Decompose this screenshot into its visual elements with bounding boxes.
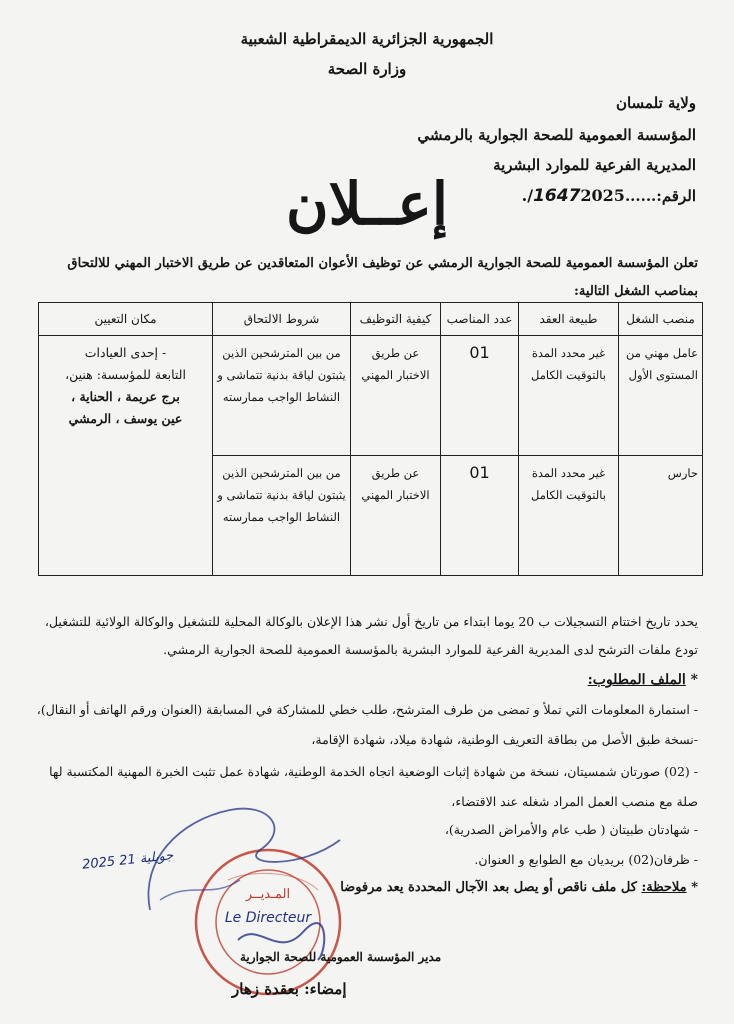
- place-line-4: عين يوسف ، الرمشي: [68, 411, 183, 426]
- place-line-3: برج عريمة ، الحناية ،: [71, 389, 180, 404]
- stamp-date: 2025 جويلية 21: [81, 848, 175, 873]
- cell-method: عن طريق الاختبار المهني: [351, 336, 441, 456]
- stamp-title: المـديــر: [245, 887, 291, 902]
- place-line-2: التابعة للمؤسسة: هنين،: [65, 367, 186, 382]
- signature-role: مدير المؤسسة العمومية للصحة الجوارية: [240, 950, 442, 964]
- dossier-heading: [588, 672, 698, 688]
- ref-dots: ......: [624, 187, 657, 205]
- list-item: صلة مع منصب العمل المراد شغله عند الاقتضاء،: [451, 794, 698, 809]
- intro-line-2: بمناصب الشغل التالية:: [573, 284, 698, 299]
- list-item: - ظرفان(02) بريديان مع الطوابع و العنوان.: [474, 852, 698, 867]
- announcement-title: إعــلان: [286, 170, 448, 238]
- note-text: كل ملف ناقص أو يصل بعد الآجال المحددة يعد مرفوضا: [340, 880, 637, 895]
- ministry-heading: وزارة الصحة: [327, 60, 407, 78]
- signature-footer: إمضاء: بعقدة زهار: [232, 980, 347, 998]
- dossier-star: *: [690, 672, 698, 688]
- ref-label: الرقم:: [656, 187, 696, 205]
- cell-contract: غير محدد المدة بالتوقيت الكامل: [519, 456, 619, 576]
- dossier-label: الملف المطلوب:: [587, 672, 686, 688]
- place-line-1: - إحدى العيادات: [84, 345, 167, 360]
- note-line: [340, 880, 698, 895]
- header-method: كيفية التوظيف: [351, 303, 441, 336]
- ref-handwritten: 1647: [533, 186, 581, 206]
- note-label: ملاحظة:: [641, 880, 687, 895]
- ref-year: 2025/.: [521, 186, 625, 205]
- header-count: عدد المناصب: [441, 303, 519, 336]
- stamp-text: Le Directeur: [224, 910, 312, 926]
- republic-heading: الجمهورية الجزائرية الديمقراطية الشعبية: [240, 30, 494, 48]
- cell-post: عامل مهني من المستوى الأول: [619, 336, 703, 456]
- header-conditions: شروط الالتحاق: [213, 303, 351, 336]
- cell-count: 01: [441, 336, 519, 456]
- list-item: - شهادتان طبيتان ( طب عام والأمراض الصدرية)،: [444, 822, 698, 837]
- cell-conditions: من بين المترشحين الذين يثبتون لياقة بدنية تتماشى و النشاط الواجب ممارسته: [213, 336, 351, 456]
- wilaya-line: ولاية تلمسان: [615, 94, 696, 112]
- signature-scribble-icon: [120, 780, 370, 920]
- cell-post: حارس: [619, 456, 703, 576]
- cell-place: [39, 336, 213, 576]
- table-header-row: [39, 303, 703, 336]
- header-place: مكان التعيين: [39, 303, 213, 336]
- positions-table: [38, 302, 703, 576]
- intro-line-1: تعلن المؤسسة العمومية للصحة الجوارية الرمشي عن توظيف الأعوان المتعاقدين عن طريق الاختبار المهني للالتحاق: [67, 256, 698, 271]
- deposit-text: تودع ملفات الترشح لدى المديرية الفرعية للموارد البشرية بالمؤسسة العمومية للصحة الجوارية الرمشي.: [163, 642, 698, 657]
- cell-method: عن طريق الاختبار المهني: [351, 456, 441, 576]
- directorate-line: المديرية الفرعية للموارد البشرية: [493, 156, 696, 174]
- cell-conditions: من بين المترشحين الذين يثبتون لياقة بدنية تتماشى و النشاط الواجب ممارسته: [213, 456, 351, 576]
- deadline-text: يحدد تاريخ اختتام التسجيلات ب 20 يوما ابتداء من تاريخ أول نشر هذا الإعلان بالوكالة المحلية للتشغيل والوكالة الولائية للتشغيل،: [44, 614, 698, 629]
- list-item: - (02) صورتان شمسيتان، نسخة من شهادة إثبات الوضعية اتجاه الخدمة الوطنية، شهادة عمل تثبت الخبرة المهنية المكتسبة لها: [49, 764, 698, 779]
- header-post: منصب الشغل: [619, 303, 703, 336]
- cell-count: 01: [441, 456, 519, 576]
- list-item: -نسخة طبق الأصل من بطاقة التعريف الوطنية، شهادة ميلاد، شهادة الإقامة،: [311, 732, 698, 747]
- list-item: - استمارة المعلومات التي تملأ و تمضى من طرف المترشح، طلب خطي للمشاركة في المسابقة (العنوان ورقم الهاتف أو النقال)،: [36, 702, 698, 717]
- table-row: [39, 336, 703, 456]
- header-contract: طبيعة العقد: [519, 303, 619, 336]
- cell-contract: غير محدد المدة بالتوقيت الكامل: [519, 336, 619, 456]
- note-star: *: [691, 880, 698, 895]
- institution-line: المؤسسة العمومية للصحة الجوارية بالرمشي: [417, 126, 696, 144]
